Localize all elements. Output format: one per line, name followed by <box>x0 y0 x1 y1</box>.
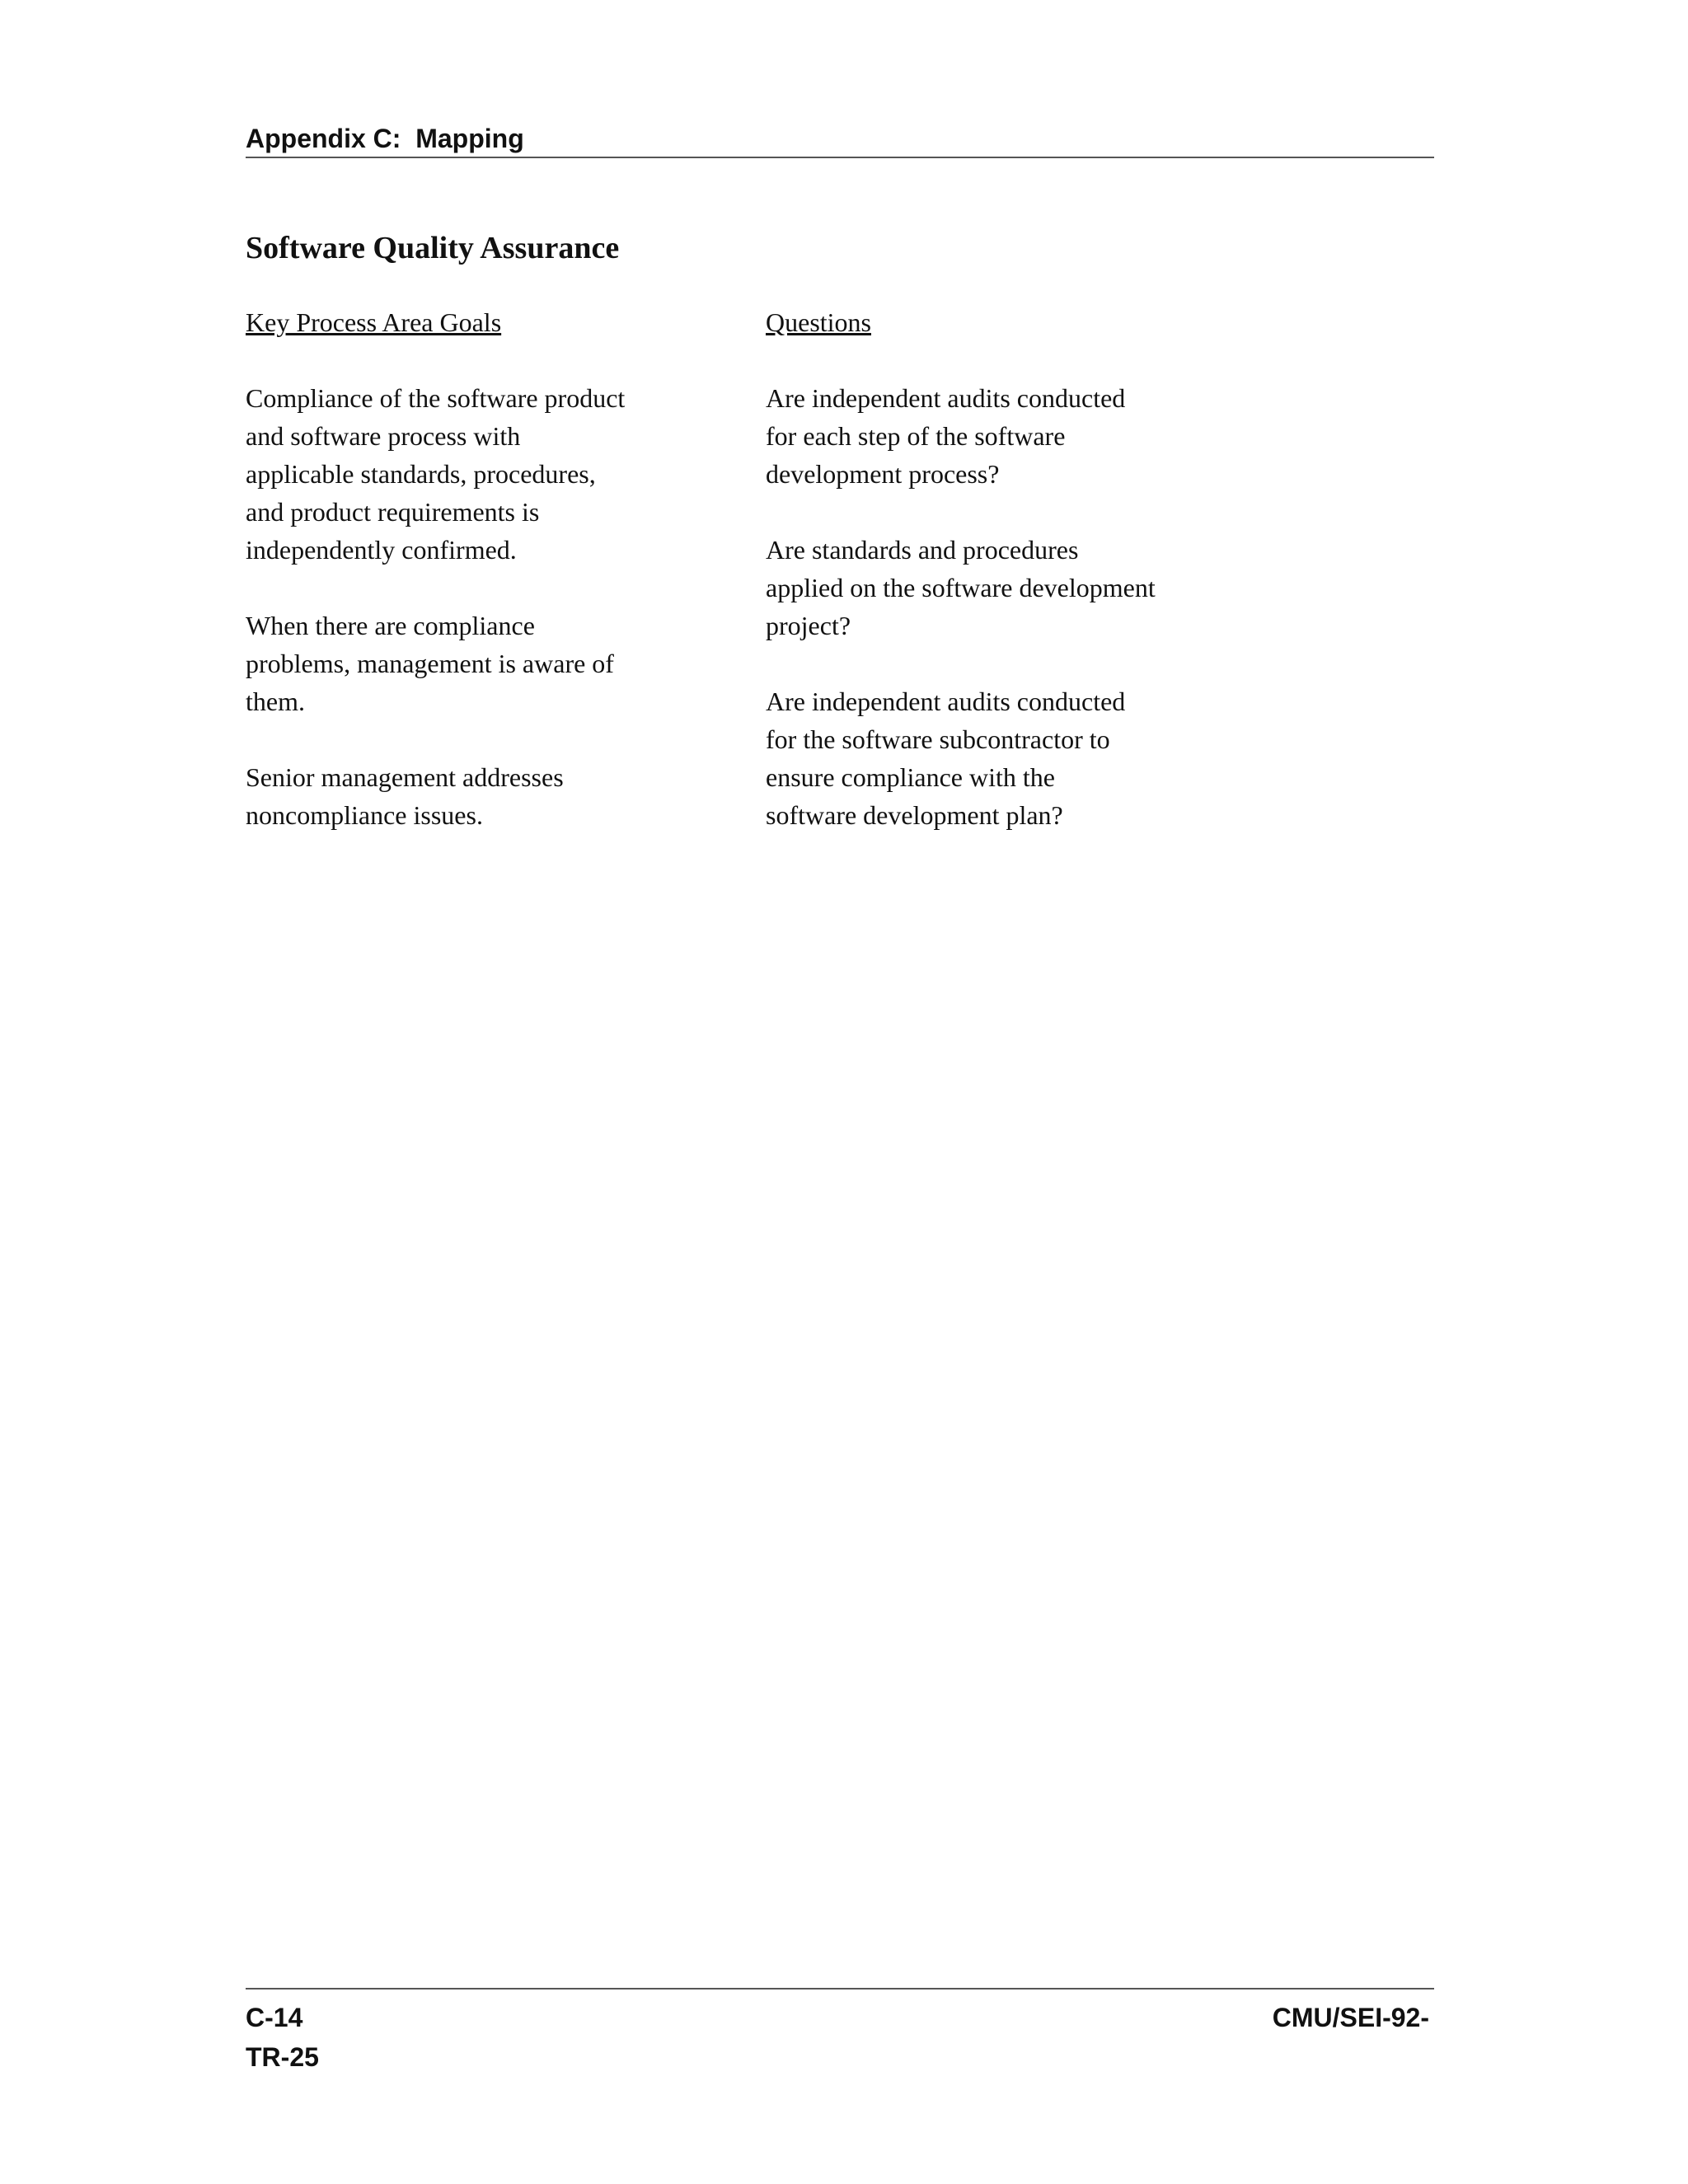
goals-heading: Key Process Area Goals <box>246 307 502 337</box>
goal-line: and product requirements is <box>246 497 540 527</box>
question-line: for each step of the software <box>766 421 1066 451</box>
question-line: Are standards and procedures <box>766 535 1079 565</box>
question-line: ensure compliance with the <box>766 762 1055 792</box>
goal-item <box>246 758 707 834</box>
question-line: project? <box>766 611 851 640</box>
goal-line: Senior management addresses <box>246 762 564 792</box>
header-title: Appendix C: Mapping <box>246 124 524 153</box>
question-line: software development plan? <box>766 800 1063 830</box>
document-id: CMU/SEI-92- <box>1272 2003 1429 2032</box>
section-title: Software Quality Assurance <box>246 231 620 265</box>
goal-line: independently confirmed. <box>246 535 517 565</box>
questions-heading: Questions <box>766 307 871 337</box>
goal-line: applicable standards, procedures, <box>246 459 596 489</box>
goal-line: Compliance of the software product <box>246 383 626 413</box>
goal-line: When there are compliance <box>246 611 535 640</box>
question-item <box>766 682 1277 834</box>
question-line: applied on the software development <box>766 573 1156 602</box>
question-item <box>766 531 1277 644</box>
page-number-line: TR-25 <box>246 2042 319 2072</box>
questions-column <box>766 303 1277 872</box>
goal-line: them. <box>246 687 305 716</box>
goal-item <box>246 379 707 569</box>
goals-column <box>246 303 707 872</box>
question-item <box>766 379 1277 493</box>
question-line: development process? <box>766 459 1000 489</box>
page-footer <box>246 1988 1434 2072</box>
goal-line: problems, management is aware of <box>246 649 614 678</box>
goal-line: noncompliance issues. <box>246 800 483 830</box>
goal-line: and software process with <box>246 421 521 451</box>
page-number <box>246 1998 319 2077</box>
page-header <box>246 124 1434 158</box>
question-line: Are independent audits conducted <box>766 383 1126 413</box>
page-number-line: C-14 <box>246 2003 303 2032</box>
goal-item <box>246 607 707 720</box>
question-line: Are independent audits conducted <box>766 687 1126 716</box>
question-line: for the software subcontractor to <box>766 724 1110 754</box>
